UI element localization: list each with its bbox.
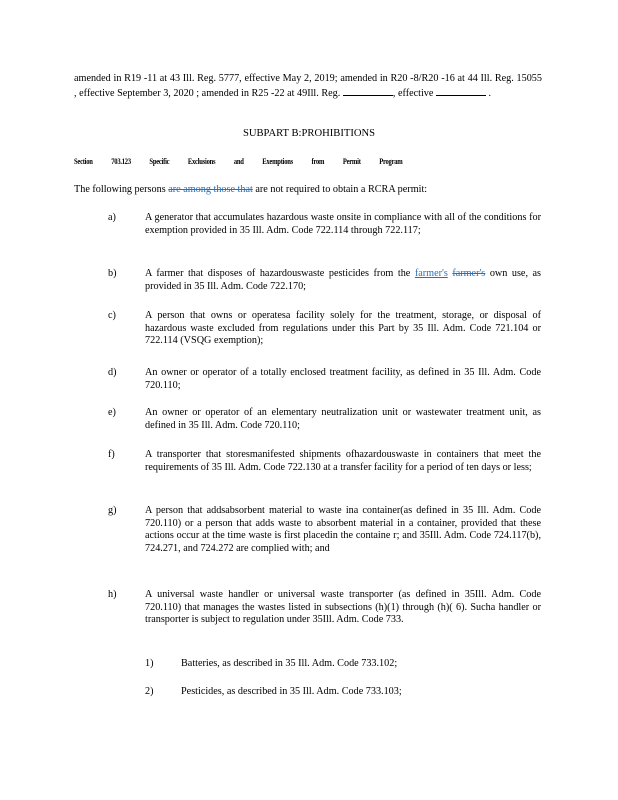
item-letter: g) bbox=[108, 505, 117, 516]
section-word: and bbox=[233, 157, 244, 166]
subpart-heading: SUBPART B:PROHIBITIONS bbox=[242, 128, 376, 139]
amendment-history bbox=[74, 73, 542, 100]
item-letter: e) bbox=[108, 407, 116, 418]
item-text: A person that owns or operatesa facility solely for the treatment, storage, or disposal of hazardous waste excluded from regulations under this Part by 35 Ill. Adm. Code 721.104 or 722.114 (VSQG exemption); bbox=[145, 310, 541, 346]
item-letter: d) bbox=[108, 367, 117, 378]
item-letter: b) bbox=[108, 268, 117, 279]
item-letter: c) bbox=[108, 310, 116, 321]
item-text: An owner or operator of an elementary neutralization unit or wastewater treatment unit, as defined in 35 Ill. Adm. Code 720.110; bbox=[145, 407, 541, 431]
amendment-period: . bbox=[488, 87, 492, 99]
item-text: An owner or operator of a totally enclosed treatment facility, as defined in 35 Ill. Adm. Code 720.110; bbox=[145, 367, 541, 391]
inserted-text: farmer's bbox=[414, 268, 448, 279]
item-text: A transporter that storesmanifested shipments ofhazardouswaste in containers that meet the requirements of 35 Ill. Adm. Code 722.130 at a transfer facility for a period of ten days or less; bbox=[145, 449, 541, 473]
item-text: A universal waste handler or universal waste transporter (as defined in 35Ill. Adm. Code 720.110) that manages the wastes listed in subsections (h)(1) through (h)( 6). Sucha handler or transporter is subject to regulation under 35Ill. Adm. Code 733. bbox=[145, 589, 541, 625]
struck-text: farmer's bbox=[452, 268, 486, 279]
subitem-number: 1) bbox=[145, 658, 154, 669]
section-word: Exclusions bbox=[187, 157, 216, 166]
amendment-effective-label: effective bbox=[397, 87, 434, 99]
item-text-part: own use, as provided in 35 Ill. Adm. Code 722.170; bbox=[145, 268, 542, 292]
section-number: 703.123 bbox=[111, 157, 131, 166]
lead-paragraph bbox=[74, 184, 544, 197]
struck-text: are among those that bbox=[168, 184, 253, 195]
amendment-comma: , bbox=[392, 87, 396, 99]
lead-text: are not required to obtain a RCRA permit: bbox=[255, 184, 428, 195]
item-text bbox=[145, 268, 541, 293]
section-word: Program bbox=[379, 157, 403, 166]
item-text: A generator that accumulates hazardous waste onsite in compliance with all of the conditions for exemption provided in 35 Ill. Adm. Code 722.114 through 722.117; bbox=[145, 212, 541, 236]
section-heading bbox=[74, 156, 420, 169]
section-label: Section bbox=[74, 157, 93, 166]
blank-line-effective bbox=[436, 86, 486, 96]
item-letter: f) bbox=[108, 449, 115, 460]
item-letter: h) bbox=[108, 589, 117, 600]
item-letter: a) bbox=[108, 212, 116, 223]
amendment-text: amended in R19 -11 at 43 Ill. Reg. 5777, effective May 2, 2019; amended in R20 -8/R20 -16 at 44 Ill. Reg. 15055 , effective September 3, 2020 ; amended in R25 -22 at 49Ill. Reg. bbox=[74, 73, 542, 99]
section-word: Permit bbox=[342, 157, 361, 166]
lead-text: The following persons bbox=[74, 184, 166, 195]
item-text: A person that addsabsorbent material to waste ina container(as defined in 35 Ill. Adm. Code 720.110) or a person that adds waste to absorbent material in a container, provided that these actions occur at the time waste is first placedin the containe r; and 35Ill. Adm. Code 724.117(b), 724.271, and 724.272 are complied with; and bbox=[145, 505, 541, 554]
subitem-text: Batteries, as described in 35 Ill. Adm. Code 733.102; bbox=[181, 658, 398, 669]
section-word: Specific bbox=[149, 157, 170, 166]
subitem-number: 2) bbox=[145, 686, 154, 697]
item-text-part: A farmer that disposes of hazardouswaste pesticides from the bbox=[145, 268, 411, 279]
section-word: from bbox=[311, 157, 325, 166]
section-word: Exemptions bbox=[262, 157, 293, 166]
subitem-text: Pesticides, as described in 35 Ill. Adm. Code 733.103; bbox=[181, 686, 402, 697]
blank-line-register bbox=[343, 86, 393, 96]
